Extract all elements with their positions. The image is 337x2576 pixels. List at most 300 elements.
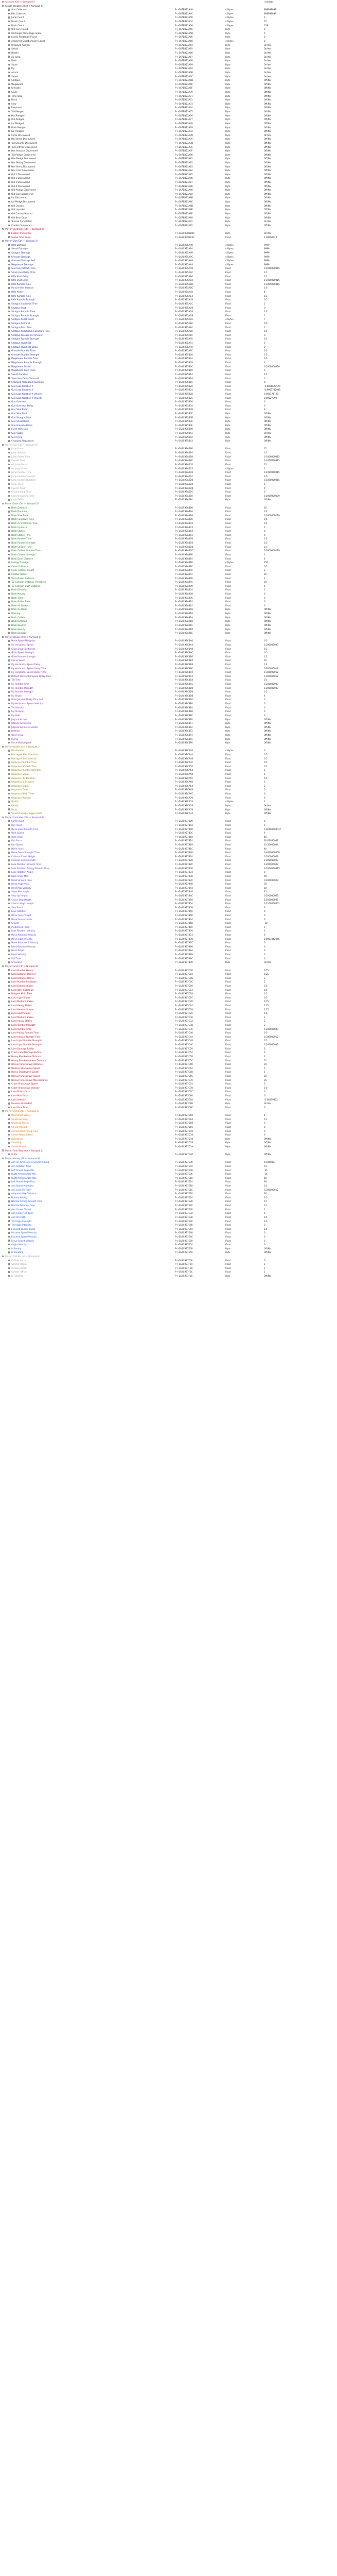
entry-value[interactable]: Off/No (264, 718, 271, 721)
entry-value[interactable]: 0.5 (264, 753, 268, 756)
entry-row[interactable] (0, 1259, 337, 1263)
entry-row[interactable] (0, 784, 337, 788)
group-checkbox[interactable] (2, 228, 4, 230)
entry-checkbox[interactable] (8, 632, 10, 634)
entry-row[interactable] (0, 15, 337, 20)
entry-checkbox[interactable] (8, 985, 10, 987)
entry-row[interactable] (0, 224, 337, 228)
entry-row[interactable] (0, 1235, 337, 1239)
entry-checkbox[interactable] (8, 1205, 10, 1206)
entry-checkbox[interactable] (8, 557, 10, 559)
entry-row[interactable] (0, 1070, 337, 1074)
entry-row[interactable] (0, 851, 337, 855)
entry-row[interactable] (0, 404, 337, 408)
entry-checkbox[interactable] (8, 1271, 10, 1273)
entry-checkbox[interactable] (8, 781, 10, 783)
entry-row[interactable] (0, 1211, 337, 1215)
entry-checkbox[interactable] (8, 805, 10, 806)
entry-value[interactable]: 0.0001862645 (264, 937, 280, 940)
entry-row[interactable] (0, 709, 337, 714)
entry-row[interactable] (0, 137, 337, 141)
entry-row[interactable] (0, 173, 337, 177)
entry-row[interactable] (0, 898, 337, 902)
entry-checkbox[interactable] (8, 562, 10, 563)
entry-row[interactable] (0, 690, 337, 694)
group-header[interactable] (0, 443, 337, 447)
entry-checkbox[interactable] (8, 930, 10, 931)
entry-value[interactable]: 72 (264, 20, 267, 23)
entry-checkbox[interactable] (8, 9, 10, 10)
entry-checkbox[interactable] (8, 13, 10, 14)
entry-checkbox[interactable] (8, 397, 10, 398)
entry-row[interactable] (0, 1176, 337, 1180)
entry-value[interactable]: 2 (264, 1224, 265, 1227)
entry-value[interactable]: 0.4000000059 (264, 851, 280, 854)
entry-value[interactable]: On/Yes (264, 961, 272, 964)
entry-checkbox[interactable] (8, 118, 10, 120)
entry-row[interactable] (0, 969, 337, 973)
entry-checkbox[interactable] (8, 856, 10, 857)
entry-value[interactable]: 0.2000000029 (264, 494, 280, 497)
entry-value[interactable]: 9999 (264, 243, 270, 246)
entry-checkbox[interactable] (8, 267, 10, 269)
entry-value[interactable]: 0 (264, 533, 265, 536)
entry-value[interactable]: 0.1000000015 (264, 282, 280, 285)
entry-row[interactable] (0, 572, 337, 577)
entry-row[interactable] (0, 600, 337, 604)
entry-checkbox[interactable] (8, 726, 10, 728)
entry-value[interactable]: 30 (264, 1192, 267, 1195)
entry-checkbox[interactable] (8, 507, 10, 509)
entry-value[interactable]: On/Yes (264, 432, 272, 435)
entry-checkbox[interactable] (8, 640, 10, 641)
entry-row[interactable] (0, 419, 337, 423)
entry-value[interactable]: Off/No (264, 157, 271, 160)
entry-value[interactable]: On/Yes (264, 220, 272, 223)
activate-row[interactable] (0, 0, 337, 4)
entry-row[interactable] (0, 972, 337, 976)
entry-row[interactable] (0, 698, 337, 702)
entry-row[interactable] (0, 412, 337, 416)
entry-value[interactable]: Off/No (264, 733, 271, 736)
entry-checkbox[interactable] (8, 769, 10, 771)
entry-value[interactable]: 0.5 (264, 776, 268, 779)
entry-value[interactable]: Off/No (264, 632, 271, 635)
entry-row[interactable] (0, 909, 337, 913)
entry-value[interactable]: Off/No (264, 149, 271, 152)
entry-row[interactable] (0, 1098, 337, 1102)
entry-checkbox[interactable] (8, 111, 10, 112)
entry-checkbox[interactable] (8, 581, 10, 583)
entry-checkbox[interactable] (8, 256, 10, 258)
entry-checkbox[interactable] (8, 1220, 10, 1222)
entry-checkbox[interactable] (8, 1275, 10, 1277)
entry-value[interactable]: 0 (264, 910, 265, 913)
entry-checkbox[interactable] (8, 875, 10, 877)
entry-checkbox[interactable] (8, 362, 10, 363)
entry-value[interactable]: Off/No (264, 138, 271, 141)
entry-value[interactable]: On/Yes (264, 47, 272, 50)
entry-value[interactable]: On/Yes (264, 67, 272, 70)
entry-row[interactable] (0, 188, 337, 192)
entry-row[interactable] (0, 270, 337, 275)
entry-value[interactable]: Off/No (264, 161, 271, 164)
entry-value[interactable]: 1 (264, 1212, 265, 1215)
entry-row[interactable] (0, 467, 337, 471)
entry-value[interactable]: 0 (264, 945, 265, 948)
entry-value[interactable]: 0 (264, 1235, 265, 1238)
entry-value[interactable]: -7.26439952 (264, 1098, 278, 1101)
entry-checkbox[interactable] (8, 710, 10, 712)
entry-checkbox[interactable] (8, 530, 10, 532)
entry-value[interactable]: 0.5 (264, 1215, 268, 1218)
entry-checkbox[interactable] (8, 518, 10, 520)
entry-value[interactable]: 0.1000000015 (264, 459, 280, 462)
entry-value[interactable]: Off/No (264, 1251, 271, 1254)
entry-row[interactable] (0, 1055, 337, 1059)
entry-row[interactable] (0, 400, 337, 404)
entry-row[interactable] (0, 435, 337, 439)
entry-row[interactable] (0, 47, 337, 51)
entry-checkbox[interactable] (8, 91, 10, 93)
entry-row[interactable] (0, 835, 337, 839)
entry-checkbox[interactable] (8, 189, 10, 191)
entry-checkbox[interactable] (8, 358, 10, 359)
entry-value[interactable]: 3 (264, 800, 265, 803)
entry-row[interactable] (0, 153, 337, 157)
entry-checkbox[interactable] (8, 44, 10, 46)
entry-value[interactable]: 0.2 (264, 647, 268, 650)
entry-value[interactable]: On/Yes (264, 55, 272, 58)
entry-row[interactable] (0, 933, 337, 937)
entry-row[interactable] (0, 78, 337, 82)
entry-row[interactable] (0, 1008, 337, 1012)
entry-value[interactable]: 0.5 (264, 651, 268, 654)
entry-row[interactable] (0, 286, 337, 290)
entry-row[interactable] (0, 1066, 337, 1071)
entry-checkbox[interactable] (8, 1169, 10, 1171)
entry-checkbox[interactable] (8, 738, 10, 739)
entry-row[interactable] (0, 63, 337, 67)
entry-checkbox[interactable] (8, 1122, 10, 1124)
entry-row[interactable] (0, 216, 337, 220)
entry-value[interactable]: 4 (264, 557, 265, 560)
entry-checkbox[interactable] (8, 730, 10, 732)
entry-checkbox[interactable] (8, 950, 10, 951)
group-checkbox[interactable] (2, 1256, 4, 1257)
entry-checkbox[interactable] (8, 287, 10, 289)
entry-value[interactable]: Off/No (264, 623, 271, 626)
entry-value[interactable]: 0.5 (264, 1219, 268, 1223)
entry-value[interactable]: 0 (264, 1231, 265, 1234)
entry-value[interactable]: Off/No (264, 730, 271, 733)
entry-row[interactable] (0, 537, 337, 541)
entry-value[interactable]: 0 (264, 1129, 265, 1132)
entry-checkbox[interactable] (8, 1251, 10, 1253)
entry-checkbox[interactable] (8, 773, 10, 775)
entry-checkbox[interactable] (8, 276, 10, 277)
entry-checkbox[interactable] (8, 918, 10, 920)
entry-row[interactable] (0, 894, 337, 898)
entry-value[interactable]: 1 (264, 361, 265, 364)
entry-row[interactable] (0, 341, 337, 345)
entry-value[interactable]: On/Yes (264, 133, 272, 137)
entry-row[interactable] (0, 392, 337, 396)
entry-row[interactable] (0, 372, 337, 377)
entry-value[interactable]: Off/No (264, 204, 271, 207)
entry-checkbox[interactable] (8, 1267, 10, 1269)
group-header[interactable] (0, 1149, 337, 1153)
entry-value[interactable]: 2 (264, 1020, 265, 1023)
entry-checkbox[interactable] (8, 456, 10, 457)
entry-value[interactable]: 1 (264, 769, 265, 772)
entry-value[interactable]: 3 (264, 906, 265, 909)
entry-checkbox[interactable] (8, 1020, 10, 1022)
entry-row[interactable] (0, 1247, 337, 1251)
entry-value[interactable]: 20 (264, 572, 267, 575)
entry-row[interactable] (0, 1227, 337, 1231)
entry-checkbox[interactable] (8, 1044, 10, 1045)
entry-row[interactable] (0, 658, 337, 663)
group-checkbox[interactable] (2, 444, 4, 446)
entry-value[interactable]: 250 (264, 561, 268, 564)
entry-value[interactable]: 0.3000000119 (264, 514, 280, 517)
entry-row[interactable] (0, 643, 337, 647)
entry-value[interactable]: Off/No (264, 145, 271, 148)
entry-value[interactable]: 0.75 (264, 969, 269, 972)
entry-checkbox[interactable] (8, 969, 10, 971)
entry-checkbox[interactable] (8, 667, 10, 669)
entry-row[interactable] (0, 243, 337, 247)
entry-checkbox[interactable] (8, 425, 10, 426)
entry-checkbox[interactable] (8, 1236, 10, 1238)
entry-checkbox[interactable] (8, 566, 10, 567)
entry-value[interactable]: 1 (264, 1015, 265, 1019)
entry-value[interactable]: 0.5 (264, 518, 268, 521)
entry-checkbox[interactable] (8, 722, 10, 724)
entry-checkbox[interactable] (8, 1209, 10, 1210)
entry-checkbox[interactable] (8, 32, 10, 34)
entry-value[interactable]: 0.5 (264, 321, 268, 325)
entry-value[interactable]: 0.5 (264, 286, 268, 290)
entry-row[interactable] (0, 388, 337, 392)
entry-value[interactable]: Off/No (264, 208, 271, 211)
entry-checkbox[interactable] (8, 863, 10, 865)
entry-value[interactable]: 1 (264, 1266, 265, 1269)
entry-row[interactable] (0, 129, 337, 133)
entry-row[interactable] (0, 482, 337, 486)
entry-checkbox[interactable] (8, 1118, 10, 1120)
entry-row[interactable] (0, 1059, 337, 1063)
entry-row[interactable] (0, 588, 337, 592)
entry-value[interactable]: Off/No (264, 87, 271, 90)
entry-row[interactable] (0, 66, 337, 71)
entry-row[interactable] (0, 612, 337, 616)
entry-value[interactable]: Off/No (264, 1141, 271, 1144)
entry-value[interactable]: 1.75 (264, 1008, 269, 1011)
entry-checkbox[interactable] (8, 1009, 10, 1010)
entry-row[interactable] (0, 862, 337, 867)
entry-checkbox[interactable] (8, 244, 10, 246)
entry-row[interactable] (0, 749, 337, 753)
entry-value[interactable]: 90 (264, 874, 267, 877)
entry-checkbox[interactable] (8, 652, 10, 653)
entry-row[interactable] (0, 855, 337, 859)
entry-row[interactable] (0, 439, 337, 443)
entry-row[interactable] (0, 275, 337, 279)
entry-checkbox[interactable] (8, 165, 10, 167)
entry-row[interactable] (0, 168, 337, 173)
entry-row[interactable] (0, 321, 337, 326)
entry-checkbox[interactable] (8, 812, 10, 814)
entry-value[interactable]: 0 (264, 1243, 265, 1246)
entry-row[interactable] (0, 470, 337, 474)
entry-value[interactable]: 6 (264, 832, 265, 835)
entry-value[interactable]: 0 (264, 342, 265, 345)
entry-value[interactable]: 0 (264, 823, 265, 826)
entry-value[interactable]: 0 (264, 404, 265, 407)
entry-checkbox[interactable] (8, 487, 10, 488)
entry-checkbox[interactable] (8, 859, 10, 861)
entry-value[interactable]: 5 (264, 1071, 265, 1074)
entry-row[interactable] (0, 337, 337, 341)
entry-row[interactable] (0, 592, 337, 596)
entry-row[interactable] (0, 349, 337, 353)
entry-row[interactable] (0, 1062, 337, 1066)
entry-checkbox[interactable] (8, 1075, 10, 1077)
entry-value[interactable]: 0.5 (264, 565, 268, 568)
entry-value[interactable]: 1 (264, 588, 265, 591)
entry-checkbox[interactable] (8, 1079, 10, 1080)
entry-row[interactable] (0, 310, 337, 314)
entry-checkbox[interactable] (8, 295, 10, 297)
entry-value[interactable]: Off/No (264, 1137, 271, 1140)
entry-value[interactable]: 0 (264, 1133, 265, 1137)
entry-row[interactable] (0, 282, 337, 286)
entry-row[interactable] (0, 506, 337, 510)
group-header[interactable] (0, 1157, 337, 1161)
entry-row[interactable] (0, 670, 337, 674)
entry-checkbox[interactable] (8, 346, 10, 348)
entry-checkbox[interactable] (8, 891, 10, 892)
entry-row[interactable] (0, 678, 337, 682)
group-checkbox[interactable] (2, 1158, 4, 1159)
group-header[interactable] (0, 816, 337, 820)
entry-row[interactable] (0, 686, 337, 690)
entry-row[interactable] (0, 27, 337, 31)
entry-value[interactable]: Off/No (264, 169, 271, 172)
entry-value[interactable]: Off/No (264, 216, 271, 219)
entry-checkbox[interactable] (8, 87, 10, 89)
entry-checkbox[interactable] (8, 1263, 10, 1265)
entry-checkbox[interactable] (8, 213, 10, 214)
entry-checkbox[interactable] (8, 628, 10, 630)
entry-checkbox[interactable] (8, 409, 10, 410)
entry-checkbox[interactable] (8, 1012, 10, 1014)
entry-row[interactable] (0, 1101, 337, 1106)
entry-value[interactable]: 0 (264, 400, 265, 403)
entry-checkbox[interactable] (8, 307, 10, 308)
entry-value[interactable]: 5 (264, 980, 265, 984)
entry-checkbox[interactable] (8, 1126, 10, 1128)
entry-checkbox[interactable] (8, 703, 10, 704)
entry-checkbox[interactable] (8, 1200, 10, 1202)
entry-checkbox[interactable] (8, 613, 10, 614)
entry-row[interactable] (0, 655, 337, 659)
entry-value[interactable]: Off/No (264, 1145, 271, 1148)
entry-value[interactable]: On/Yes (264, 63, 272, 66)
entry-checkbox[interactable] (8, 1114, 10, 1116)
entry-row[interactable] (0, 604, 337, 608)
entry-row[interactable] (0, 1125, 337, 1129)
entry-value[interactable]: 0 (264, 913, 265, 917)
entry-row[interactable] (0, 870, 337, 874)
entry-checkbox[interactable] (8, 323, 10, 324)
entry-checkbox[interactable] (8, 922, 10, 924)
entry-row[interactable] (0, 478, 337, 482)
entry-row[interactable] (0, 557, 337, 561)
entry-checkbox[interactable] (8, 413, 10, 414)
entry-checkbox[interactable] (8, 75, 10, 77)
entry-value[interactable]: 0.2 (264, 294, 268, 297)
entry-row[interactable] (0, 631, 337, 635)
entry-row[interactable] (0, 847, 337, 851)
entry-checkbox[interactable] (8, 146, 10, 147)
entry-checkbox[interactable] (8, 750, 10, 751)
entry-value[interactable]: 0.008176728 (264, 392, 278, 395)
entry-value[interactable]: 0.1 (264, 757, 268, 760)
entry-checkbox[interactable] (8, 177, 10, 179)
entry-value[interactable]: 35 (264, 1078, 267, 1081)
entry-row[interactable] (0, 780, 337, 784)
entry-value[interactable]: 0 (264, 1259, 265, 1262)
entry-checkbox[interactable] (8, 315, 10, 316)
entry-value[interactable]: Off/No (264, 130, 271, 133)
group-checkbox[interactable] (2, 746, 4, 748)
entry-value[interactable]: 0.1 (264, 1204, 268, 1207)
entry-checkbox[interactable] (8, 1091, 10, 1092)
entry-checkbox[interactable] (8, 997, 10, 998)
entry-value[interactable]: 0.1000000015 (264, 455, 280, 458)
entry-row[interactable] (0, 1164, 337, 1168)
entry-row[interactable] (0, 792, 337, 796)
entry-row[interactable] (0, 1031, 337, 1035)
entry-row[interactable] (0, 329, 337, 333)
entry-row[interactable] (0, 510, 337, 514)
entry-row[interactable] (0, 1050, 337, 1055)
entry-value[interactable]: 9999 (264, 263, 270, 266)
entry-value[interactable]: 0.5 (264, 372, 268, 376)
group-header[interactable] (0, 1109, 337, 1113)
entry-row[interactable] (0, 294, 337, 298)
group-checkbox[interactable] (2, 1149, 4, 1151)
entry-value[interactable]: 10 (264, 506, 267, 509)
entry-row[interactable] (0, 999, 337, 1004)
entry-row[interactable] (0, 867, 337, 871)
entry-checkbox[interactable] (8, 67, 10, 69)
entry-checkbox[interactable] (8, 840, 10, 841)
entry-value[interactable]: 60 (264, 1180, 267, 1183)
entry-checkbox[interactable] (8, 291, 10, 293)
entry-row[interactable] (0, 988, 337, 992)
group-header[interactable] (0, 1255, 337, 1259)
entry-checkbox[interactable] (8, 993, 10, 994)
entry-row[interactable] (0, 819, 337, 823)
entry-checkbox[interactable] (8, 914, 10, 916)
entry-row[interactable] (0, 1215, 337, 1219)
entry-value[interactable]: 0.1 (264, 1164, 268, 1167)
entry-row[interactable] (0, 251, 337, 255)
